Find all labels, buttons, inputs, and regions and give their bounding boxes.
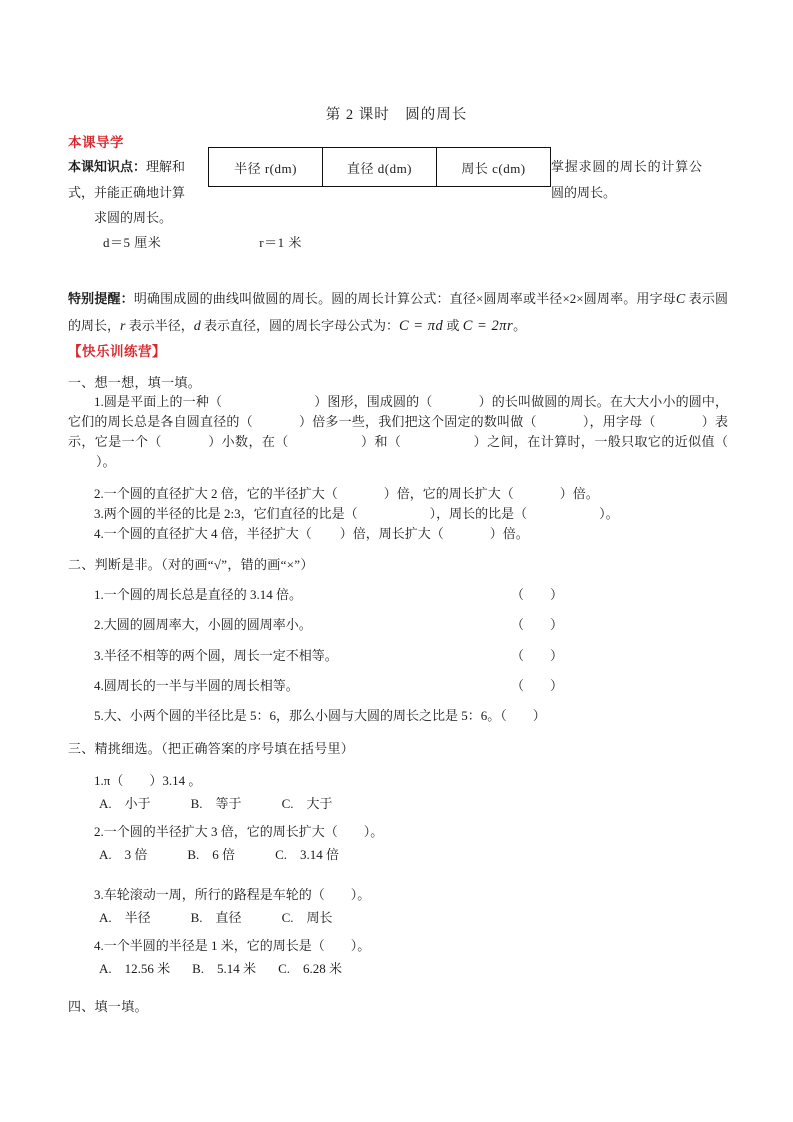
q1-part-4: ），用字母（ — [582, 414, 656, 429]
choice-4-option-c[interactable]: C. 6.28 米 — [278, 961, 342, 976]
tip-label: 特别提醒： — [68, 291, 134, 306]
q1-part-7: ）和（ — [360, 434, 402, 449]
sample-radius: r＝1 米 — [259, 235, 302, 250]
choice-4-option-b[interactable]: B. 5.14 米 — [192, 961, 257, 976]
table-header-diameter: 直径 d(dm) — [323, 148, 437, 187]
formula-circumference-radius: C = 2πr — [462, 318, 514, 334]
q1-part-1: ）图形，围成圆的（ — [314, 394, 433, 409]
tip-var-d: d — [193, 319, 201, 334]
choice-question-3-options — [99, 907, 332, 926]
guide-right-column — [551, 154, 731, 205]
choice-3-option-b[interactable]: B. 直径 — [190, 910, 242, 925]
choice-3-option-a[interactable]: A. 半径 — [99, 910, 151, 925]
section-one-question-1 — [68, 392, 728, 472]
q1-part-6: ）小数，在（ — [207, 434, 289, 449]
formula-conjunction: 或 — [443, 318, 463, 333]
special-tip-paragraph — [68, 286, 728, 340]
guide-knowledge-label: 本课知识点： — [68, 159, 147, 174]
judge-item-4-answer[interactable]: （ ） — [511, 678, 564, 693]
tip-text-mid-1: 表示圆的周长， — [68, 291, 728, 333]
tip-text-mid-2: 表示半径， — [125, 318, 194, 333]
guide-right-line-2: 圆的周长。 — [551, 184, 617, 200]
choice-question-2-options — [99, 844, 339, 863]
section-one-question-3 — [94, 504, 619, 524]
choice-question-1-options — [99, 793, 332, 812]
q4-a: 4.一个圆的直径扩大 4 倍，半径扩大（ — [94, 526, 312, 541]
choice-2-option-c[interactable]: C. 3.14 倍 — [275, 847, 339, 862]
section-three-title: 三、精挑细选。（把正确答案的序号填在括号里） — [68, 741, 355, 756]
q2-c: ）倍。 — [559, 486, 599, 501]
judge-item-2-text: 2.大圆的圆周率大，小圆的圆周率小。 — [94, 617, 312, 632]
training-camp-heading: 【快乐训练营】 — [68, 344, 166, 359]
choice-2-option-a[interactable]: A. 3 倍 — [99, 847, 148, 862]
sample-values-row — [103, 232, 302, 251]
tip-var-r: r — [120, 319, 126, 334]
choice-question-4-options — [99, 958, 342, 977]
q1-part-5: ）表示，它是一个（ — [68, 414, 728, 449]
judge-item-1-answer[interactable]: （ ） — [511, 587, 564, 602]
section-one-question-4 — [94, 524, 529, 544]
choice-question-1-stem: 1.π（ ）3.14 。 — [94, 773, 202, 788]
q3-a: 3.两个圆的半径的比是 2:3，它们直径的比是（ — [94, 506, 358, 521]
guide-left-line-3: 求圆的周长。 — [94, 210, 173, 225]
q1-part-3: ）倍多一些，我们把这个固定的数叫做（ — [298, 414, 537, 429]
section-one-question-2 — [94, 484, 599, 504]
tip-text-before: 明确围成圆的曲线叫做圆的周长。圆的周长计算公式：直径×圆周率或半径×2×圆周率。用字母 — [133, 291, 676, 306]
judge-item-3-answer[interactable]: （ ） — [511, 648, 564, 663]
choice-1-option-a[interactable]: A. 小于 — [99, 796, 151, 811]
choice-3-option-c[interactable]: C. 周长 — [281, 910, 333, 925]
judge-item-1-text: 1.一个圆的周长总是直径的 3.14 倍。 — [94, 587, 303, 602]
table-header-circumference: 周长 c(dm) — [437, 148, 551, 187]
q2-b: ）倍，它的周长扩大（ — [383, 486, 514, 501]
q1-part-2: ）的长叫做圆的周长。在大大小小的圆中，它们的周长总是各自圆直径的（ — [68, 394, 728, 429]
section-two-title: 二、判断是非。（对的画“√”，错的画“×”） — [68, 557, 314, 572]
q1-part-9: ）。 — [96, 454, 116, 469]
guide-left-line-2: 式，并能正确地计算 — [68, 184, 186, 200]
q2-a: 2.一个圆的直径扩大 2 倍，它的半径扩大（ — [94, 486, 338, 501]
choice-4-option-a[interactable]: A. 12.56 米 — [99, 961, 171, 976]
tip-var-c: C — [675, 292, 686, 307]
q3-b: ），周长的比是（ — [429, 506, 528, 521]
q1-part-8: ）之间，在计算时，一般只取它的近似值（ — [473, 434, 728, 449]
guide-heading: 本课导学 — [68, 135, 124, 150]
guide-left-column — [68, 154, 210, 231]
tip-period: 。 — [513, 318, 527, 333]
q3-c: ）。 — [599, 506, 619, 521]
tip-text-mid-3: 表示直径，圆的周长字母公式为： — [200, 318, 399, 333]
table-row — [209, 148, 551, 187]
sample-diameter: d＝5 厘米 — [103, 235, 162, 250]
table-header-radius: 半径 r(dm) — [209, 148, 323, 187]
guide-left-line-1: 理解和 — [146, 159, 186, 174]
choice-question-4-stem: 4.一个半圆的半径是 1 米，它的周长是（ ）。 — [94, 938, 371, 953]
judge-item-5[interactable]: 5.大、小两个圆的半径比是 5：6，那么小圆与大圆的周长之比是 5：6。（ ） — [94, 708, 546, 723]
section-four-title: 四、填一填。 — [68, 999, 148, 1014]
choice-question-3-stem: 3.车轮滚动一周，所行的路程是车轮的（ ）。 — [94, 887, 371, 902]
choice-1-option-b[interactable]: B. 等于 — [190, 796, 242, 811]
q1-lead: 1.圆是平面上的一种（ — [94, 394, 223, 409]
page-title: 第 2 课时 圆的周长 — [325, 107, 468, 123]
judge-item-4-text: 4.圆周长的一半与半圆的周长相等。 — [94, 678, 299, 693]
q4-b: ）倍，周长扩大（ — [339, 526, 444, 541]
section-one-title: 一、想一想，填一填。 — [68, 375, 202, 390]
choice-2-option-b[interactable]: B. 6 倍 — [187, 847, 236, 862]
measurement-table — [208, 147, 551, 187]
judge-item-2-answer[interactable]: （ ） — [511, 617, 564, 632]
guide-right-line-1: 掌握求圆的周长的计算公 — [551, 159, 703, 174]
choice-1-option-c[interactable]: C. 大于 — [281, 796, 333, 811]
q4-c: ）倍。 — [489, 526, 529, 541]
formula-circumference-diameter: C = πd — [399, 318, 444, 334]
judge-item-3-text: 3.半径不相等的两个圆，周长一定不相等。 — [94, 648, 338, 663]
choice-question-2-stem: 2.一个圆的半径扩大 3 倍，它的周长扩大（ ）。 — [94, 824, 384, 839]
